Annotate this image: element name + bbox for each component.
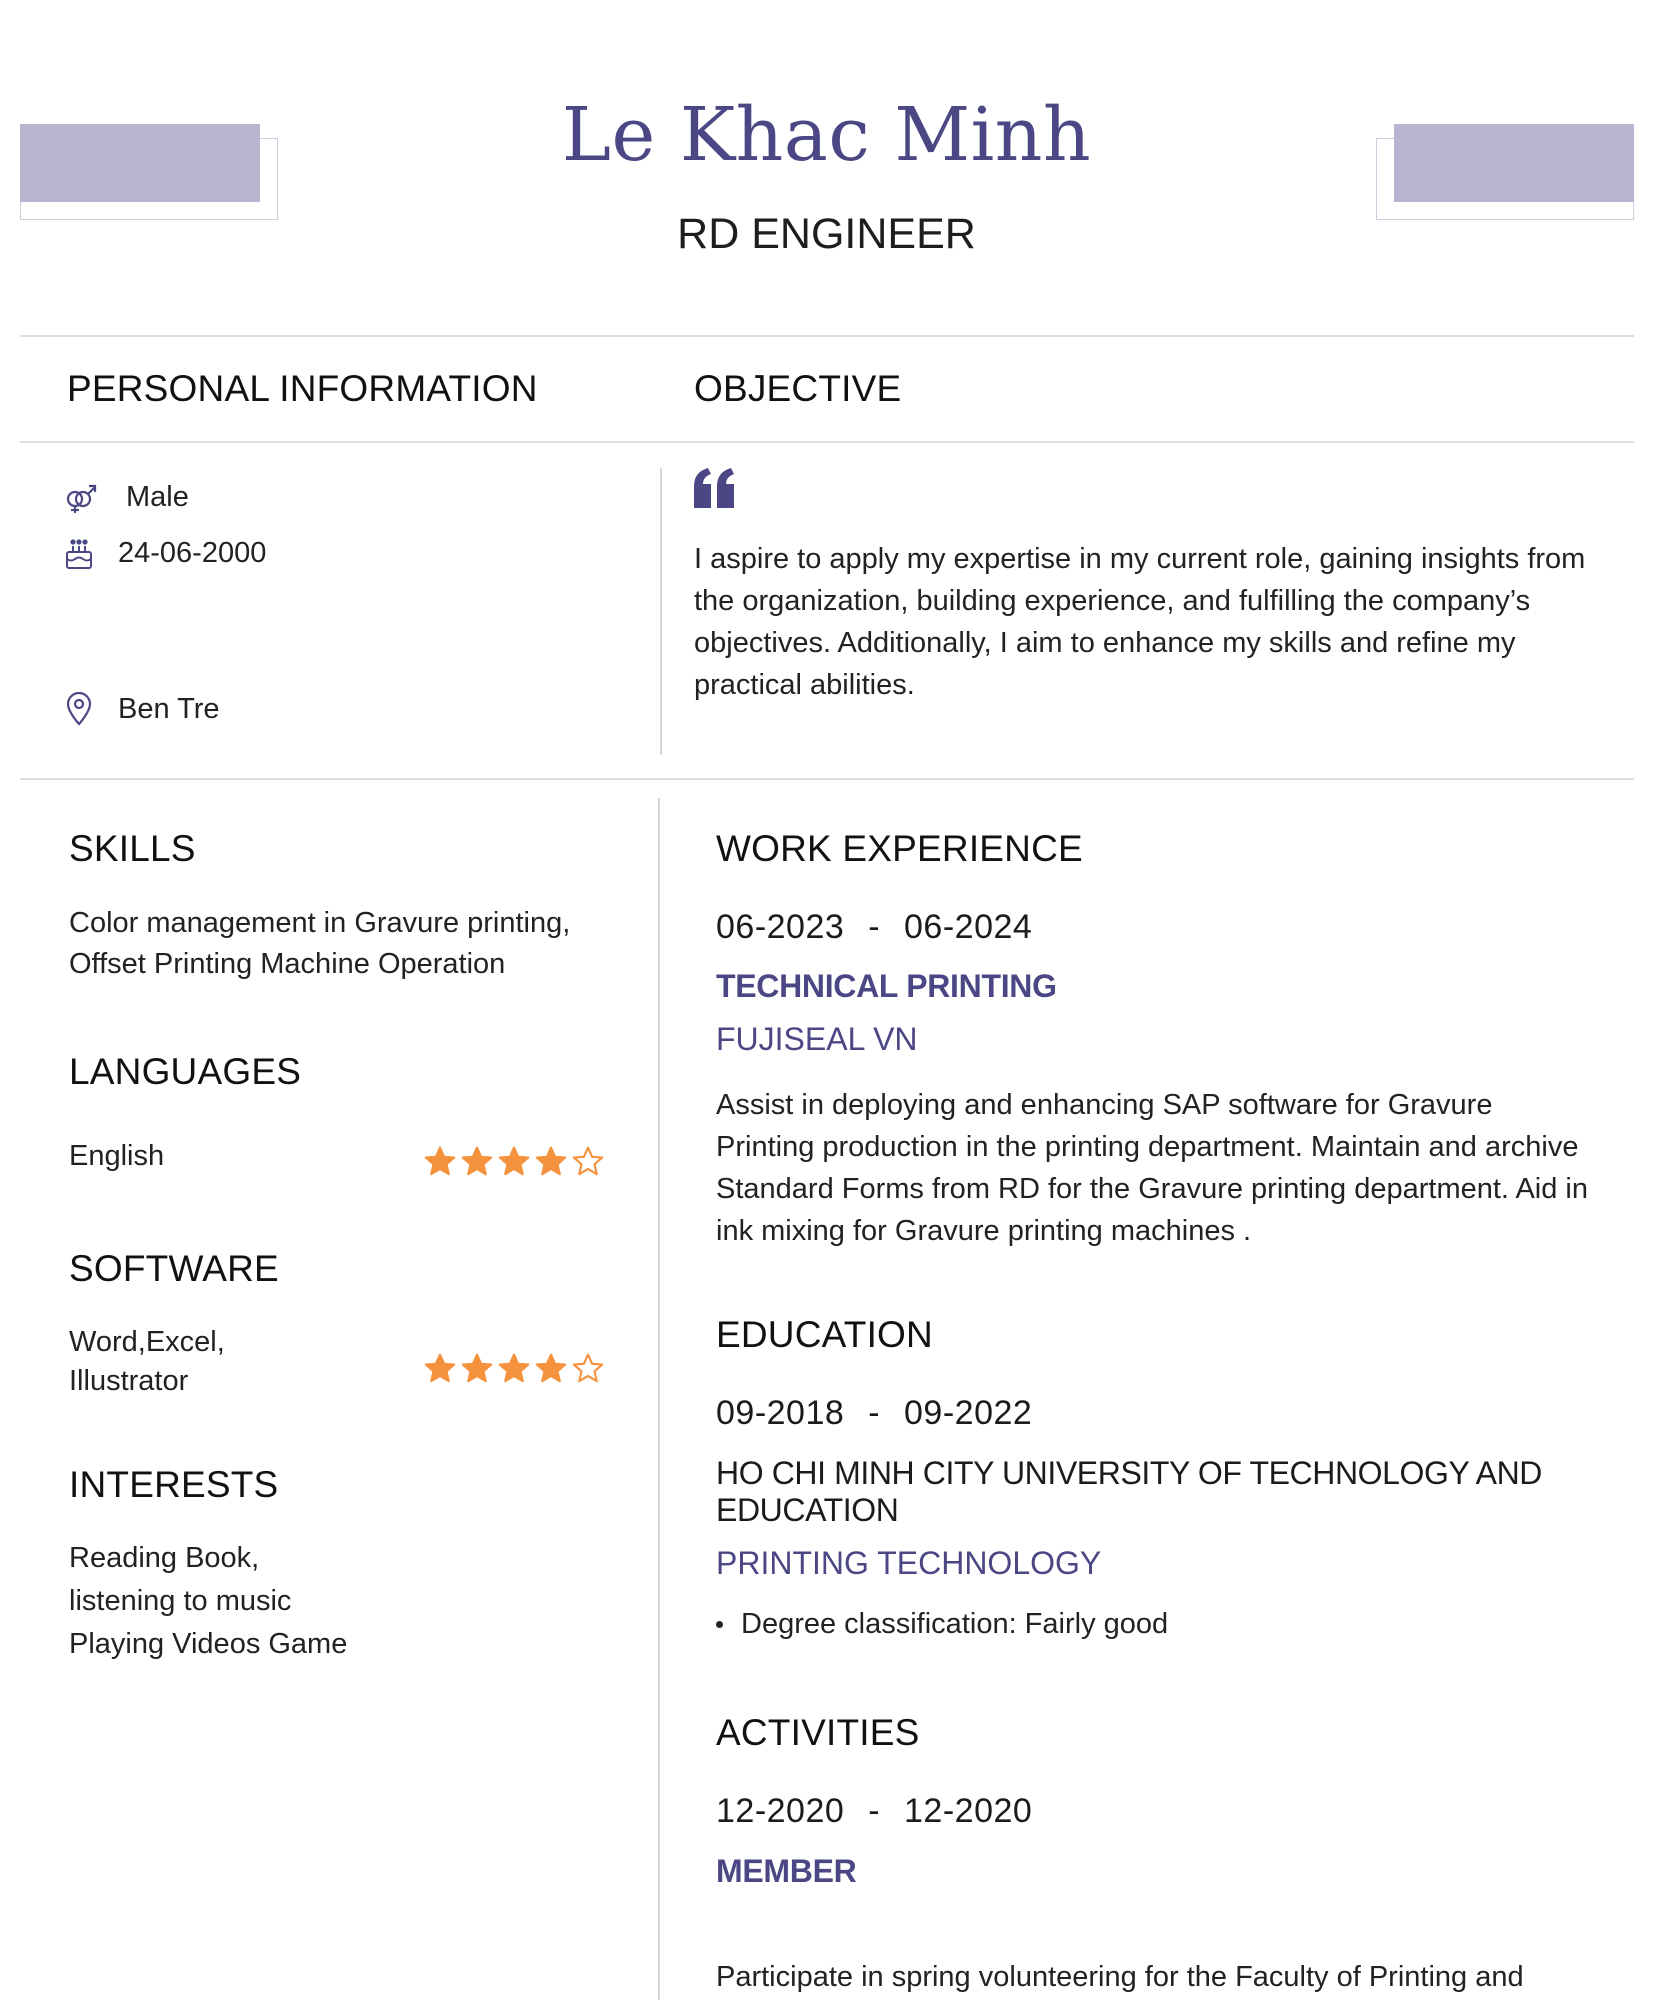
date-separator: - — [868, 1792, 881, 1830]
divider-vertical — [658, 798, 660, 2000]
divider — [20, 778, 1634, 780]
degree-classification: Degree classification: Fairly good — [741, 1608, 1169, 1640]
work-end: 06-2024 — [904, 908, 1033, 946]
language-rating — [423, 1145, 605, 1179]
language-name: English — [69, 1140, 165, 1172]
gender-icon — [64, 480, 98, 514]
birthdate-row — [64, 537, 266, 570]
gender-row — [64, 480, 189, 514]
interest-item: Playing Videos Game — [69, 1628, 348, 1660]
interest-item: Reading Book, — [69, 1542, 260, 1574]
education-heading: EDUCATION — [716, 1314, 933, 1355]
work-company: FUJISEAL VN — [716, 1021, 918, 1057]
divider — [20, 335, 1634, 337]
divider — [20, 441, 1634, 443]
star-filled-icon — [534, 1352, 568, 1386]
objective-text: I aspire to apply my expertise in my current role, gaining insights from the organization, building experience, and fulfilling the company’s objectives. Additionally, I aim to enhance my skills and refine my practical abilities. — [694, 543, 1586, 701]
bullet-dot — [716, 1621, 723, 1628]
activity-role: MEMBER — [716, 1853, 857, 1889]
education-major: PRINTING TECHNOLOGY — [716, 1545, 1102, 1581]
gender-value: Male — [126, 480, 189, 513]
date-separator: - — [868, 908, 881, 946]
star-empty-icon — [571, 1352, 605, 1386]
star-filled-icon — [497, 1145, 531, 1179]
school-name: HO CHI MINH CITY UNIVERSITY OF TECHNOLOGY AND EDUCATION — [716, 1455, 1542, 1528]
software-line-1: Word,Excel, — [69, 1326, 225, 1358]
work-heading: WORK EXPERIENCE — [716, 828, 1083, 869]
birthdate-value: 24-06-2000 — [118, 537, 267, 569]
skills-heading: SKILLS — [69, 828, 196, 869]
objective-heading: OBJECTIVE — [694, 368, 902, 409]
location-pin-icon — [64, 692, 94, 726]
location-value: Ben Tre — [118, 692, 220, 725]
divider-vertical — [660, 468, 662, 755]
date-separator: - — [868, 1394, 881, 1432]
languages-heading: LANGUAGES — [69, 1051, 302, 1092]
activity-end: 12-2020 — [904, 1792, 1033, 1830]
star-filled-icon — [423, 1352, 457, 1386]
activities-heading: ACTIVITIES — [716, 1712, 920, 1753]
personal-info-heading: PERSONAL INFORMATION — [67, 368, 538, 409]
software-line-2: Illustrator — [69, 1365, 189, 1397]
star-empty-icon — [571, 1145, 605, 1179]
location-row — [64, 692, 220, 726]
star-filled-icon — [423, 1145, 457, 1179]
work-description: Assist in deploying and enhancing SAP software for Gravure Printing production in the printing department. Maintain and archive Standard Forms from RD for the Gravure printing department. Aid in ink mixing for Gravure printing machines . — [716, 1089, 1588, 1247]
star-filled-icon — [460, 1145, 494, 1179]
education-bullet — [716, 1608, 1168, 1641]
work-role: TECHNICAL PRINTING — [716, 968, 1057, 1004]
interests-heading: INTERESTS — [69, 1464, 279, 1505]
activity-description: Participate in spring volunteering for the Faculty of Printing and — [716, 1961, 1524, 1993]
star-filled-icon — [497, 1352, 531, 1386]
skills-text: Color management in Gravure printing, Offset Printing Machine Operation — [69, 907, 571, 980]
software-rating — [423, 1352, 605, 1386]
birthday-cake-icon — [64, 538, 94, 570]
education-end: 09-2022 — [904, 1394, 1033, 1432]
candidate-name: Le Khac Minh — [561, 92, 1092, 178]
software-heading: SOFTWARE — [69, 1248, 279, 1289]
quote-icon — [694, 468, 736, 508]
star-filled-icon — [460, 1352, 494, 1386]
education-start: 09-2018 — [716, 1394, 845, 1432]
activity-dates — [716, 1792, 1032, 1831]
work-start: 06-2023 — [716, 908, 845, 946]
work-dates — [716, 908, 1032, 947]
job-title: RD ENGINEER — [677, 210, 976, 258]
activity-start: 12-2020 — [716, 1792, 845, 1830]
interest-item: listening to music — [69, 1585, 292, 1617]
star-filled-icon — [534, 1145, 568, 1179]
education-dates — [716, 1394, 1032, 1433]
